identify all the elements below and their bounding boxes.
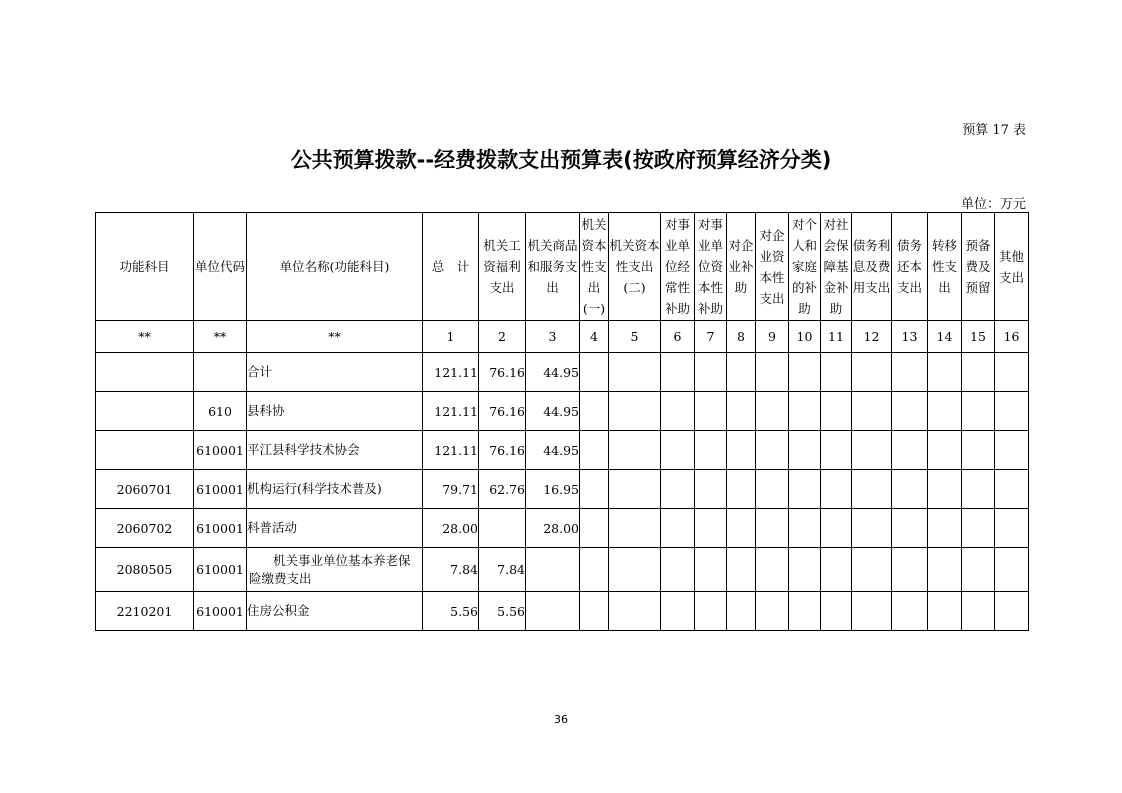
page-title: 公共预算拨款--经费拨款支出预算表(按政府预算经济分类)	[290, 148, 832, 172]
unit-name-cell: 科普活动	[247, 509, 423, 548]
index-cell: 3	[526, 321, 580, 353]
c1-cell: 7.84	[479, 548, 526, 592]
index-cell: 2	[479, 321, 526, 353]
func-subject-cell	[96, 392, 194, 431]
total-cell: 5.56	[423, 592, 479, 631]
table-row	[96, 353, 1029, 392]
func-subject-cell: 2080505	[96, 548, 194, 592]
index-cell: **	[96, 321, 194, 353]
table-row	[96, 431, 1029, 470]
col-header-c15: 其他支出	[995, 213, 1029, 321]
total-cell: 121.11	[423, 353, 479, 392]
unit-code-cell: 610001	[194, 509, 247, 548]
table-row	[96, 509, 1029, 548]
table-row	[96, 592, 1029, 631]
page-number: 36	[554, 713, 568, 726]
unit-code-cell: 610001	[194, 431, 247, 470]
index-cell: 12	[852, 321, 892, 353]
index-cell: 15	[962, 321, 995, 353]
col-header-c7: 对企业补助	[727, 213, 756, 321]
index-cell: 13	[892, 321, 928, 353]
func-subject-cell: 2060702	[96, 509, 194, 548]
index-cell: 14	[928, 321, 962, 353]
unit-name-cell: 机构运行(科学技术普及)	[247, 470, 423, 509]
c2-cell	[526, 548, 580, 592]
table-row	[96, 548, 1029, 592]
total-cell: 28.00	[423, 509, 479, 548]
func-subject-cell: 2060701	[96, 470, 194, 509]
c1-cell: 62.76	[479, 470, 526, 509]
index-cell: 7	[695, 321, 727, 353]
col-header-unit-name: 单位名称(功能科目)	[247, 213, 423, 321]
func-subject-cell: 2210201	[96, 592, 194, 631]
index-cell: **	[194, 321, 247, 353]
budget-table	[95, 212, 1029, 631]
c1-cell: 76.16	[479, 353, 526, 392]
func-subject-cell	[96, 353, 194, 392]
col-header-c5: 对事业单位经常性补助	[661, 213, 695, 321]
col-header-total: 总 计	[423, 213, 479, 321]
col-header-c9: 对个人和家庭的补助	[789, 213, 821, 321]
unit-name-cell: 合计	[247, 353, 423, 392]
col-header-c1: 机关工资福利支出	[479, 213, 526, 321]
col-header-c3: 机关资本性支出(一)	[580, 213, 609, 321]
total-cell: 121.11	[423, 431, 479, 470]
col-header-c4: 机关资本性支出(二)	[609, 213, 661, 321]
unit-code-cell: 610	[194, 392, 247, 431]
table-number: 预算 17 表	[962, 123, 1026, 138]
col-header-c11: 债务利息及费用支出	[852, 213, 892, 321]
col-header-c13: 转移性支出	[928, 213, 962, 321]
c2-cell: 28.00	[526, 509, 580, 548]
index-cell: **	[247, 321, 423, 353]
index-cell: 8	[727, 321, 756, 353]
c2-cell: 44.95	[526, 431, 580, 470]
c1-cell: 5.56	[479, 592, 526, 631]
index-cell: 1	[423, 321, 479, 353]
unit-name-cell: 平江县科学技术协会	[247, 431, 423, 470]
unit-name-cell: 住房公积金	[247, 592, 423, 631]
index-cell: 9	[756, 321, 789, 353]
table-header-row	[96, 213, 1029, 321]
index-cell: 11	[821, 321, 852, 353]
func-subject-cell	[96, 431, 194, 470]
total-cell: 121.11	[423, 392, 479, 431]
col-header-c6: 对事业单位资本性补助	[695, 213, 727, 321]
unit-name-cell: 机关事业单位基本养老保险缴费支出	[247, 548, 423, 592]
unit-label: 单位：万元	[960, 197, 1026, 212]
index-cell: 10	[789, 321, 821, 353]
c2-cell: 44.95	[526, 392, 580, 431]
col-header-func-subject: 功能科目	[96, 213, 194, 321]
total-cell: 79.71	[423, 470, 479, 509]
index-cell: 16	[995, 321, 1029, 353]
col-header-c10: 对社会保障基金补助	[821, 213, 852, 321]
unit-code-cell: 610001	[194, 548, 247, 592]
unit-code-cell: 610001	[194, 592, 247, 631]
c2-cell: 44.95	[526, 353, 580, 392]
table-row	[96, 392, 1029, 431]
index-cell: 4	[580, 321, 609, 353]
c2-cell: 16.95	[526, 470, 580, 509]
table-row	[96, 470, 1029, 509]
col-header-unit-code: 单位代码	[194, 213, 247, 321]
unit-code-cell: 610001	[194, 470, 247, 509]
index-cell: 6	[661, 321, 695, 353]
col-header-c8: 对企业资本性支出	[756, 213, 789, 321]
c1-cell: 76.16	[479, 431, 526, 470]
index-cell: 5	[609, 321, 661, 353]
col-header-c12: 债务还本支出	[892, 213, 928, 321]
unit-code-cell	[194, 353, 247, 392]
col-header-c14: 预备费及预留	[962, 213, 995, 321]
total-cell: 7.84	[423, 548, 479, 592]
c1-cell	[479, 509, 526, 548]
unit-name-cell: 县科协	[247, 392, 423, 431]
c2-cell	[526, 592, 580, 631]
col-header-c2: 机关商品和服务支出	[526, 213, 580, 321]
index-row	[96, 321, 1029, 353]
c1-cell: 76.16	[479, 392, 526, 431]
